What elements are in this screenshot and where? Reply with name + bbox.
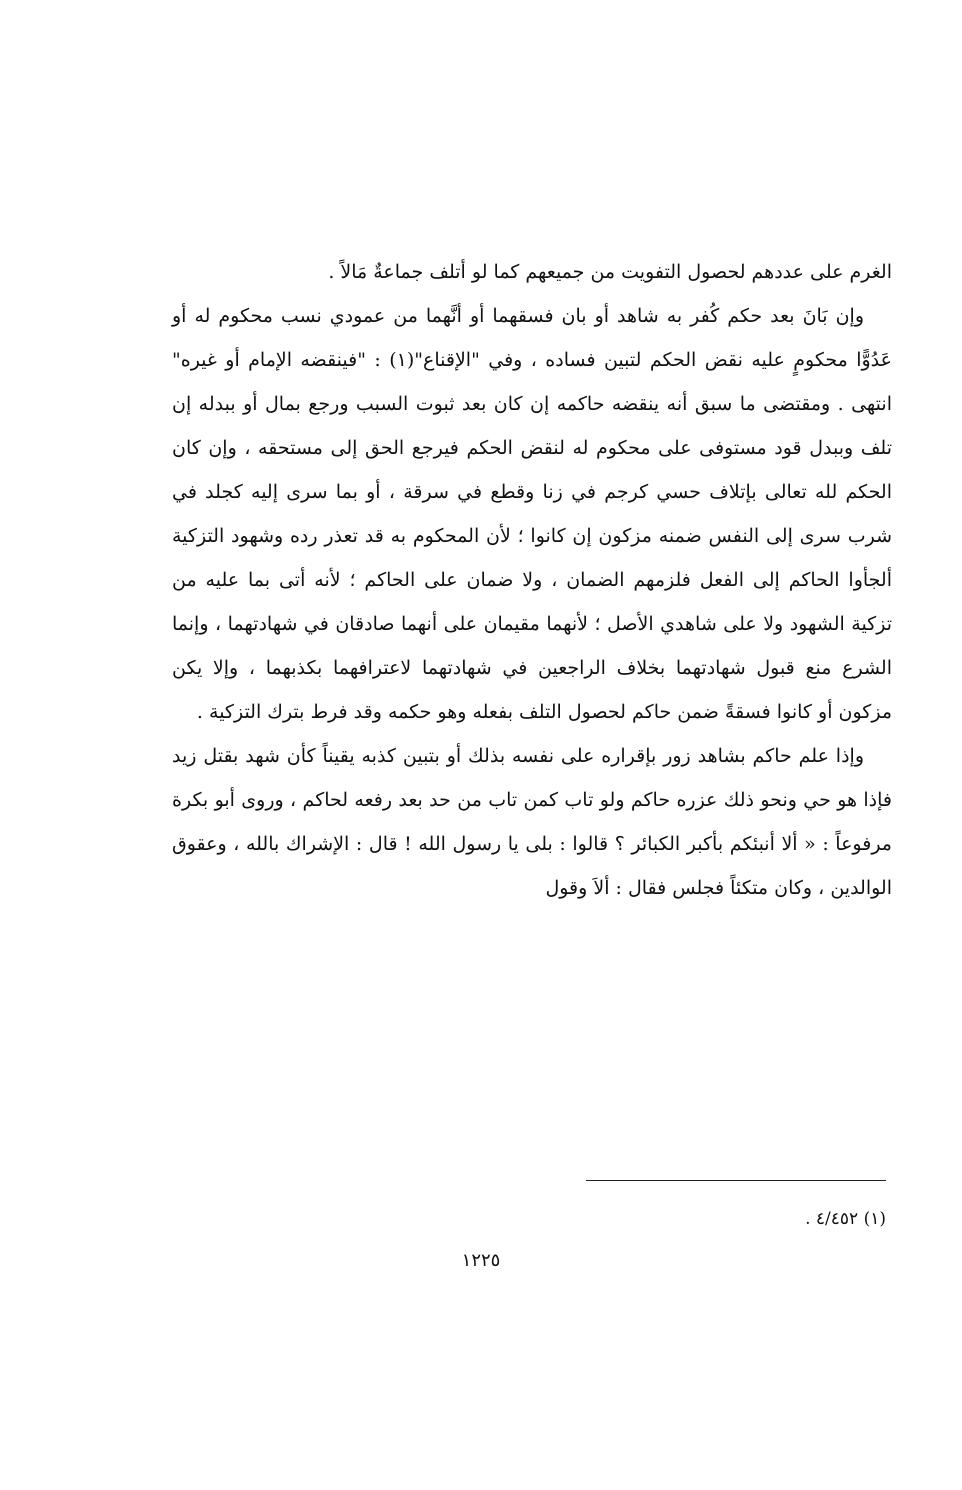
- paragraph-2: وإن بَانَ بعد حكم كُفر به شاهد أو بان فسقهما أو أنَّهما من عمودي نسب محكوم له أو عَدُوًّا محكومٍ عليه نقض الحكم لتبين فساده ، وفي "الإقناع"(١) : "فينقضه الإمام أو غيره" انتهى . ومقتضى ما سبق أنه ينقضه حاكمه إن كان بعد ثبوت السبب ورجع بمال أو ببدله إن تلف وببدل قود مستوفى على محكوم له لنقض الحكم فيرجع الحق إلى مستحقه ، وإن كان الحكم لله تعالى بإتلاف حسي كرجم في زنا وقطع في سرقة ، أو بما سرى إليه كجلد في شرب سرى إلى النفس ضمنه مزكون إن كانوا ؛ لأن المحكوم به قد تعذر رده وشهود التزكية ألجأوا الحاكم إلى الفعل فلزمهم الضمان ، ولا ضمان على الحاكم ؛ لأنه أتى بما عليه من تزكية الشهود ولا على شاهدي الأصل ؛ لأنهما مقيمان على أنهما صادقان في شهادتهما ، وإنما الشرع منع قبول شهادتهما بخلاف الراجعين في شهادتهما لاعترافهما بكذبهما ، وإلا يكن مزكون أو كانوا فسقةً ضمن حاكم لحصول التلف بفعله وهو حكمه وقد فرط بترك التزكية .: [172, 305, 892, 723]
- main-text: [172, 250, 892, 910]
- paragraph-1: الغرم على عددهم لحصول التفويت من جميعهم كما لو أتلف جماعةٌ مَالاً .: [328, 261, 892, 283]
- paragraph-3: وإذا علم حاكم بشاهد زور بإقراره على نفسه بذلك أو بتبين كذبه يقيناً كأن شهد بقتل زيد فإذا هو حي ونحو ذلك عزره حاكم ولو تاب كمن تاب من حد بعد رفعه لحاكم ، وروى أبو بكرة مرفوعاً : « ألا أنبئكم بأكبر الكبائر ؟ قالوا : بلى يا رسول الله ! قال : الإشراك بالله ، وعقوق الوالدين ، وكان متكئاً فجلس فقال : ألاَ وقول: [172, 745, 892, 899]
- footnote: (١) ٤/٤٥٢ .: [805, 1209, 886, 1229]
- page-number: ١٢٢٥: [461, 1250, 501, 1271]
- footnote-divider: [586, 1180, 886, 1181]
